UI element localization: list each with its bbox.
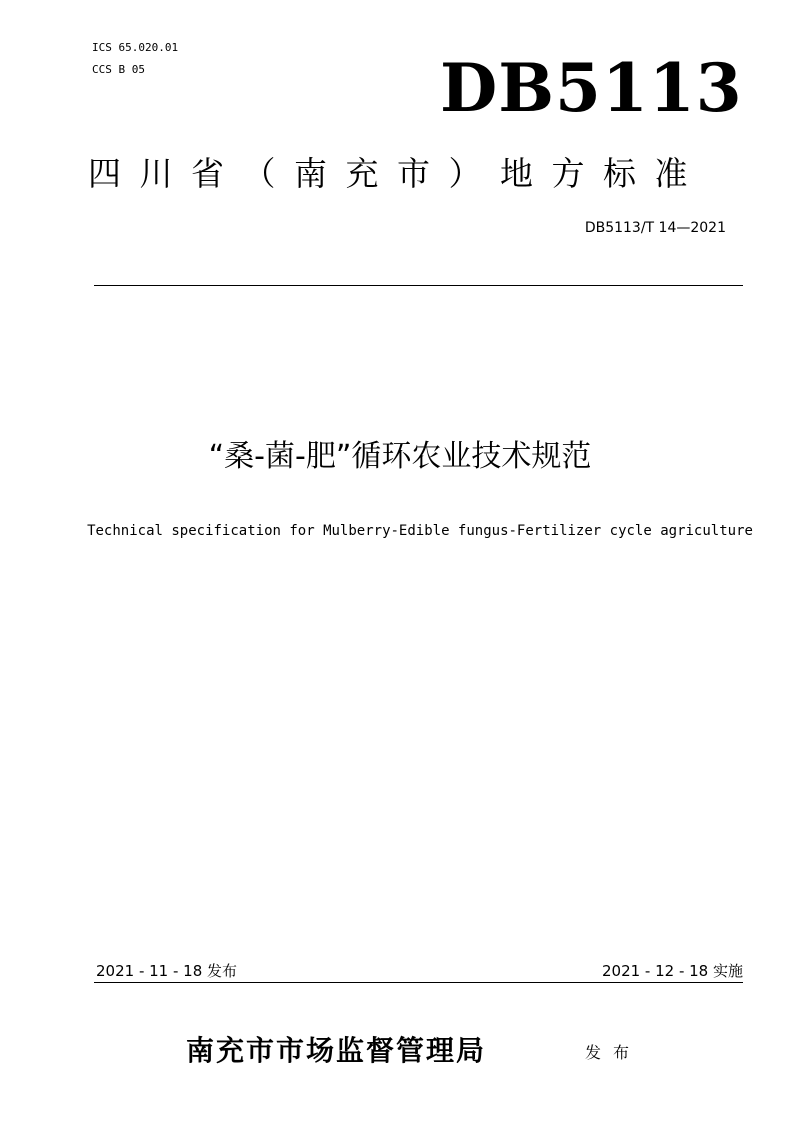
issuing-authority: 南充市市场监督管理局 [186, 1034, 487, 1067]
ccs-code: CCS B 05 [92, 63, 145, 76]
document-title-en: Technical specification for Mulberry-Edible fungus-Fertilizer cycle agriculture [87, 523, 753, 539]
issue-label: 发布 [585, 1043, 642, 1062]
issue-date: 2021 - 11 - 18 发布 [96, 962, 238, 980]
document-title-zh: “桑-菌-肥”循环农业技术规范 [208, 439, 592, 474]
standard-type: 四川省（南充市）地方标准 [88, 154, 706, 193]
standard-code: DB5113 [440, 49, 743, 127]
ics-code: ICS 65.020.01 [92, 41, 179, 54]
bottom-divider [94, 982, 743, 983]
implementation-date: 2021 - 12 - 18 实施 [601, 962, 743, 980]
standard-number: DB5113/T 14—2021 [584, 220, 726, 236]
top-divider [94, 285, 743, 286]
